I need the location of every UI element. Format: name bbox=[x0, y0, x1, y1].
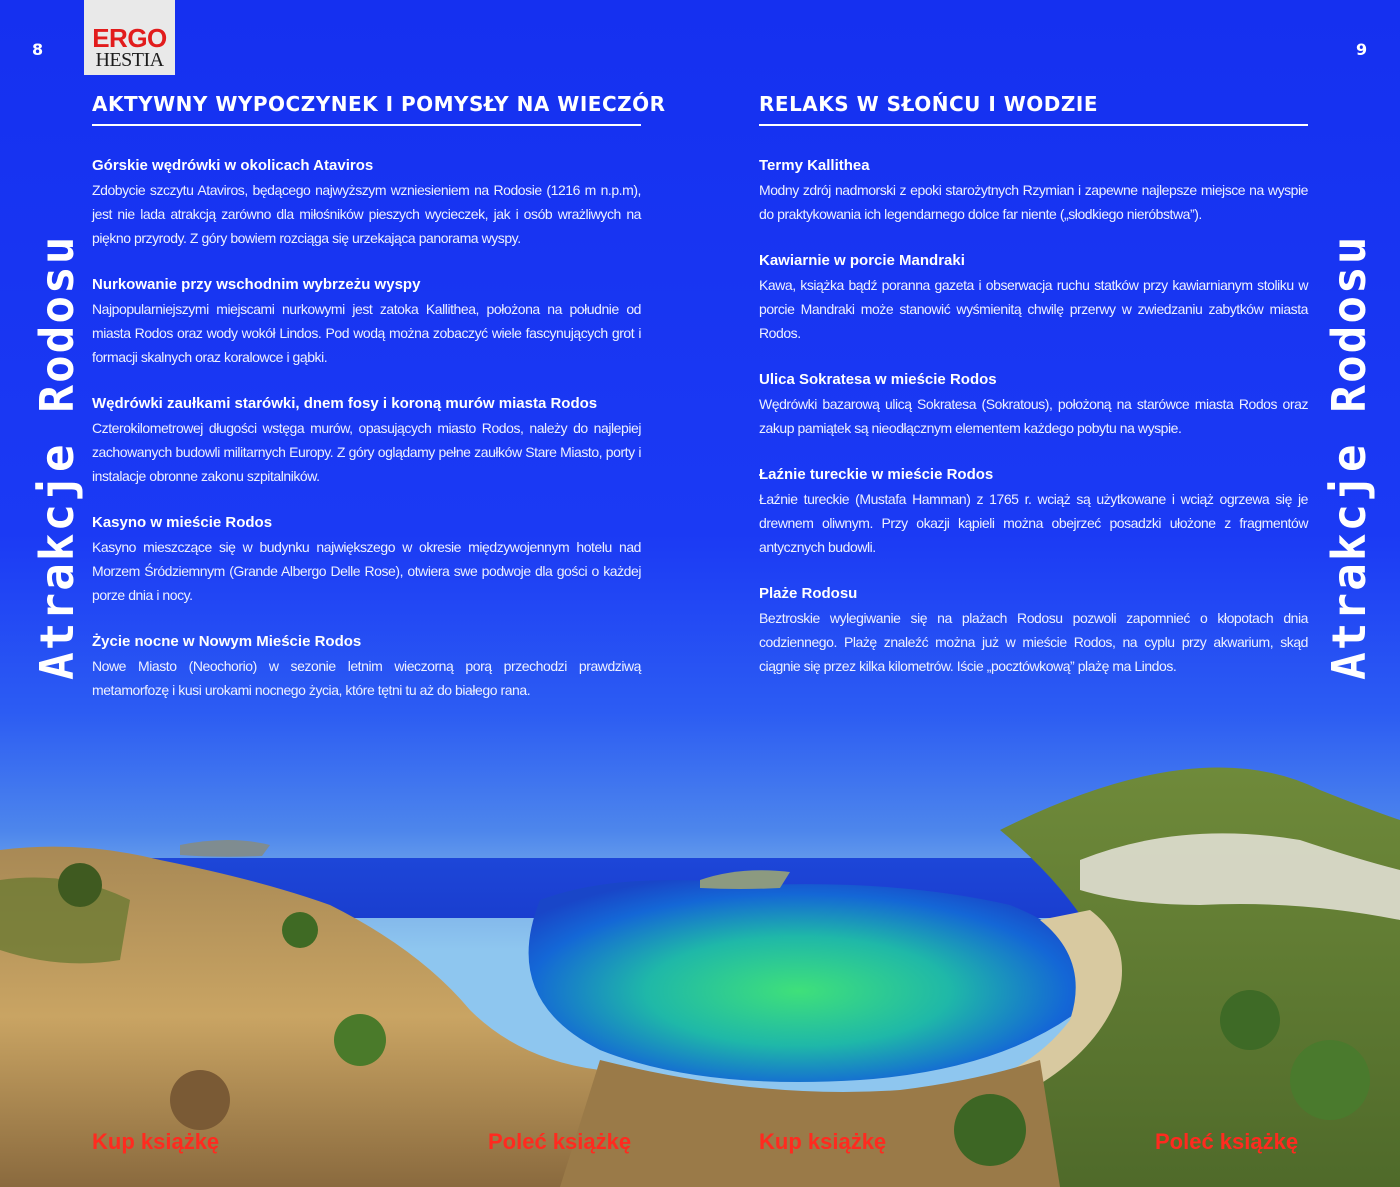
attraction-text: Najpopularniejszymi miejscami nurkowymi jest zatoka Kallithea, położona na południe od miasta Rodos oraz wody wokół Lindos. Pod wodą można zobaczyć wiele fascynujących grot i formacji skalnych oraz koralowce i gąbki. bbox=[92, 301, 641, 365]
attraction-title: Ulica Sokratesa w mieście Rodos bbox=[759, 371, 997, 388]
attraction-title: Kasyno w mieście Rodos bbox=[92, 514, 273, 531]
logo-ergo-text: ERGO bbox=[92, 23, 167, 53]
attraction-item bbox=[92, 273, 641, 369]
attraction-text: Beztroskie wylegiwanie się na plażach Rodosu pozwoli zapomnieć o kłopotach dnia codziennego. Plażę znaleźć można już w mieście Rodos, na cyplu przy akwarium, skąd ciągnie się przez kilka kilometrów. Iście „pocztówkową” plażę ma Lindos. bbox=[759, 610, 1308, 674]
attraction-item bbox=[759, 582, 1308, 678]
attraction-item bbox=[759, 154, 1308, 226]
attraction-item bbox=[92, 154, 641, 250]
logo-hestia-text: HESTIA bbox=[95, 49, 164, 71]
buy-book-link-right[interactable]: Kup książkę bbox=[759, 1129, 887, 1154]
attraction-text: Zdobycie szczytu Ataviros, będącego najwyższym wzniesieniem na Rodosie (1216 m n.p.m), jest nie lada atrakcją zarówno dla miłośników pieszych wycieczek, jak i osób wrażliwych na piękno przyrody. Z góry bowiem rozciąga się urzekająca panorama wyspy. bbox=[92, 182, 641, 246]
attraction-text: Czterokilometrowej długości wstęga murów, opasujących miasto Rodos, należy do najlepiej zachowanych budowli militarnych Europy. Z góry oglądamy pełne zaułków Stare Miasto, porty i instalacje obronne zakonu szpitalników. bbox=[92, 420, 641, 484]
attraction-text: Kasyno mieszczące się w budynku największego w okresie międzywojennym hotelu nad Morzem Śródziemnym (Grande Albergo Delle Rose), otwiera swe podwoje dla gości o każdej porze dnia i nocy. bbox=[92, 539, 641, 603]
attraction-item bbox=[92, 511, 641, 607]
attraction-text: Nowe Miasto (Neochorio) w sezonie letnim wieczorną porą przechodzi prawdziwą metamorfozę i kusi urokami nocnego życia, które tętni tu aż do białego rana. bbox=[92, 658, 641, 698]
attraction-text: Modny zdrój nadmorski z epoki starożytnych Rzymian i zapewne najlepsze miejsce na wyspie do praktykowania ich legendarnego dolce far niente („słodkiego nieróbstwa”). bbox=[759, 182, 1308, 222]
attraction-title: Termy Kallithea bbox=[759, 157, 870, 174]
section-title-left: AKTYWNY WYPOCZYNEK I POMYSŁY NA WIECZÓR bbox=[92, 90, 641, 126]
buy-book-link-left[interactable]: Kup książkę bbox=[92, 1129, 220, 1154]
ergo-hestia-logo bbox=[84, 0, 175, 75]
left-column bbox=[92, 90, 666, 725]
attraction-title: Kawiarnie w porcie Mandraki bbox=[759, 252, 965, 269]
attraction-item bbox=[92, 630, 641, 702]
right-items bbox=[759, 154, 1308, 678]
page-number-left: 8 bbox=[32, 40, 44, 59]
right-column bbox=[759, 90, 1308, 701]
attraction-title: Łaźnie tureckie w mieście Rodos bbox=[759, 466, 994, 483]
attraction-title: Nurkowanie przy wschodnim wybrzeżu wyspy bbox=[92, 276, 421, 293]
attraction-title: Życie nocne w Nowym Mieście Rodos bbox=[92, 633, 362, 650]
recommend-book-link-right[interactable]: Poleć książkę bbox=[1155, 1129, 1299, 1154]
side-label-left: Atrakcje Rodosu bbox=[30, 234, 84, 680]
attraction-item bbox=[92, 392, 641, 488]
attraction-text: Wędrówki bazarową ulicą Sokratesa (Sokratous), położoną na starówce miasta Rodos oraz zakup pamiątek są nieodłącznym elementem każdego pobytu na wyspie. bbox=[759, 396, 1308, 436]
section-title-right: RELAKS W SŁOŃCU I WODZIE bbox=[759, 90, 1308, 126]
attraction-title: Wędrówki zaułkami starówki, dnem fosy i koroną murów miasta Rodos bbox=[92, 395, 598, 412]
attraction-item bbox=[759, 249, 1308, 345]
recommend-book-link-left[interactable]: Poleć książkę bbox=[488, 1129, 632, 1154]
attraction-item bbox=[759, 463, 1308, 559]
attraction-title: Plaże Rodosu bbox=[759, 585, 858, 602]
left-items bbox=[92, 154, 641, 702]
page-number-right: 9 bbox=[1356, 40, 1368, 59]
side-label-right: Atrakcje Rodosu bbox=[1322, 234, 1376, 680]
attraction-text: Łaźnie tureckie (Mustafa Hamman) z 1765 r. wciąż są użytkowane i wciąż ogrzewa się je drewnem oliwnym. Przy okazji kąpieli można obejrzeć posadzki ułożone z fragmentów antycznych budowli. bbox=[759, 491, 1308, 555]
attraction-text: Kawa, książka bądź poranna gazeta i obserwacja ruchu statków przy kawiarnianym stoliku w porcie Mandraki może stanowić wyśmienitą chwilę przerwy w zwiedzaniu zabytków miasta Rodos. bbox=[759, 277, 1308, 341]
attraction-item bbox=[759, 368, 1308, 440]
attraction-title: Górskie wędrówki w okolicach Ataviros bbox=[92, 157, 374, 174]
